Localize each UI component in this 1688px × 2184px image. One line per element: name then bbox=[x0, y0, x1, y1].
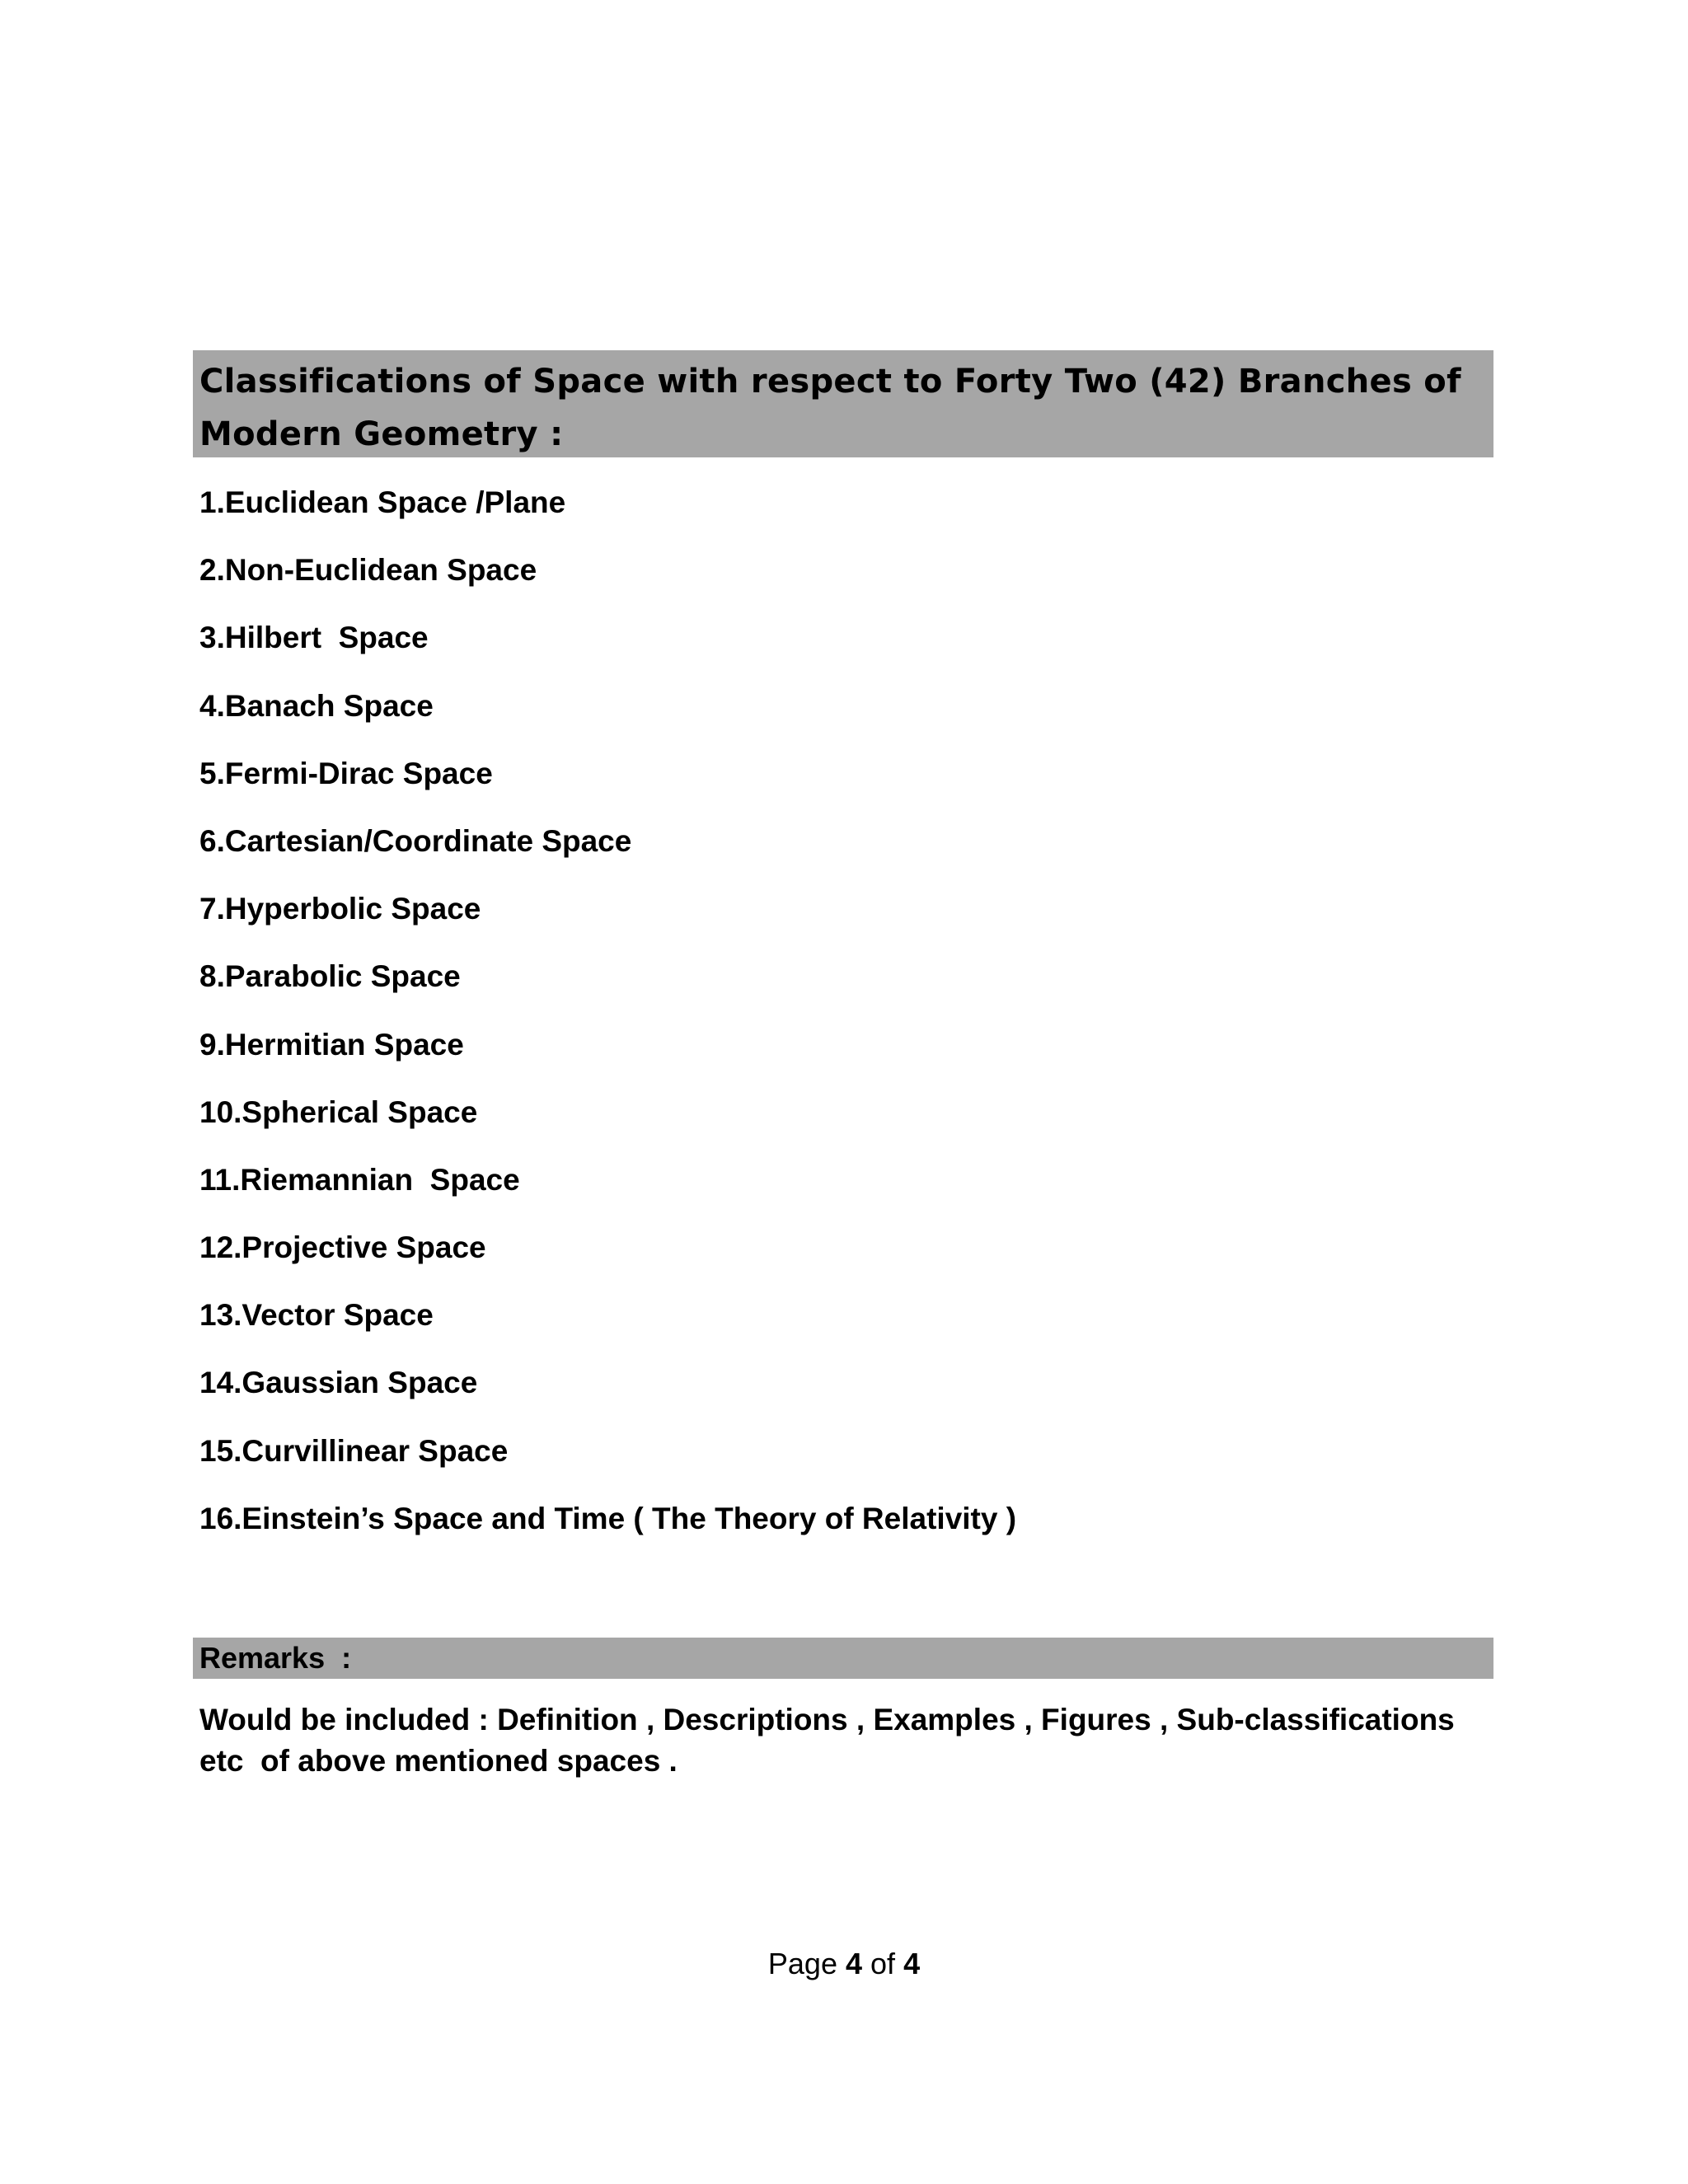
remarks-heading-box bbox=[193, 1638, 1493, 1679]
page-label: Page bbox=[767, 1947, 837, 1980]
section-heading-line-2: Modern Geometry : bbox=[199, 415, 564, 453]
remarks-label: Remarks : bbox=[199, 1641, 352, 1675]
list-item: 12.Projective Space bbox=[199, 1230, 486, 1265]
list-item: 3.Hilbert Space bbox=[199, 621, 429, 655]
list-item: 2.Non-Euclidean Space bbox=[199, 553, 537, 588]
remarks-line-1: Would be included : Definition , Descriptions , Examples , Figures , Sub-classifications bbox=[199, 1703, 1455, 1736]
list-item: 9.Hermitian Space bbox=[199, 1027, 464, 1062]
list-item: 8.Parabolic Space bbox=[199, 959, 461, 994]
total-page-count: 4 bbox=[903, 1947, 921, 1980]
list-item: 6.Cartesian/Coordinate Space bbox=[199, 823, 632, 858]
page-number-footer bbox=[0, 1943, 1688, 1985]
section-heading-box bbox=[193, 350, 1493, 457]
list-item: 4.Banach Space bbox=[199, 688, 434, 723]
current-page-number: 4 bbox=[845, 1947, 863, 1980]
space-classification-list bbox=[199, 478, 1016, 1562]
list-item: 16.Einstein’s Space and Time ( The Theory of Relativity ) bbox=[199, 1501, 1017, 1535]
list-item: 7.Hyperbolic Space bbox=[199, 892, 481, 926]
list-item: 15.Curvillinear Space bbox=[199, 1433, 509, 1468]
remarks-text bbox=[199, 1699, 1493, 1782]
list-item: 10.Spherical Space bbox=[199, 1094, 478, 1129]
list-item: 13.Vector Space bbox=[199, 1298, 434, 1333]
section-heading bbox=[199, 355, 1487, 461]
list-item: 11.Riemannian Space bbox=[199, 1162, 520, 1197]
page-of-label: of bbox=[870, 1947, 896, 1980]
list-item: 14.Gaussian Space bbox=[199, 1366, 478, 1400]
list-item: 1.Euclidean Space /Plane bbox=[199, 485, 566, 519]
section-heading-line-1: Classifications of Space with respect to Forty Two (42) Branches of bbox=[199, 363, 1461, 401]
remarks-line-2: etc of above mentioned spaces . bbox=[199, 1744, 678, 1778]
list-item: 5.Fermi-Dirac Space bbox=[199, 756, 493, 790]
